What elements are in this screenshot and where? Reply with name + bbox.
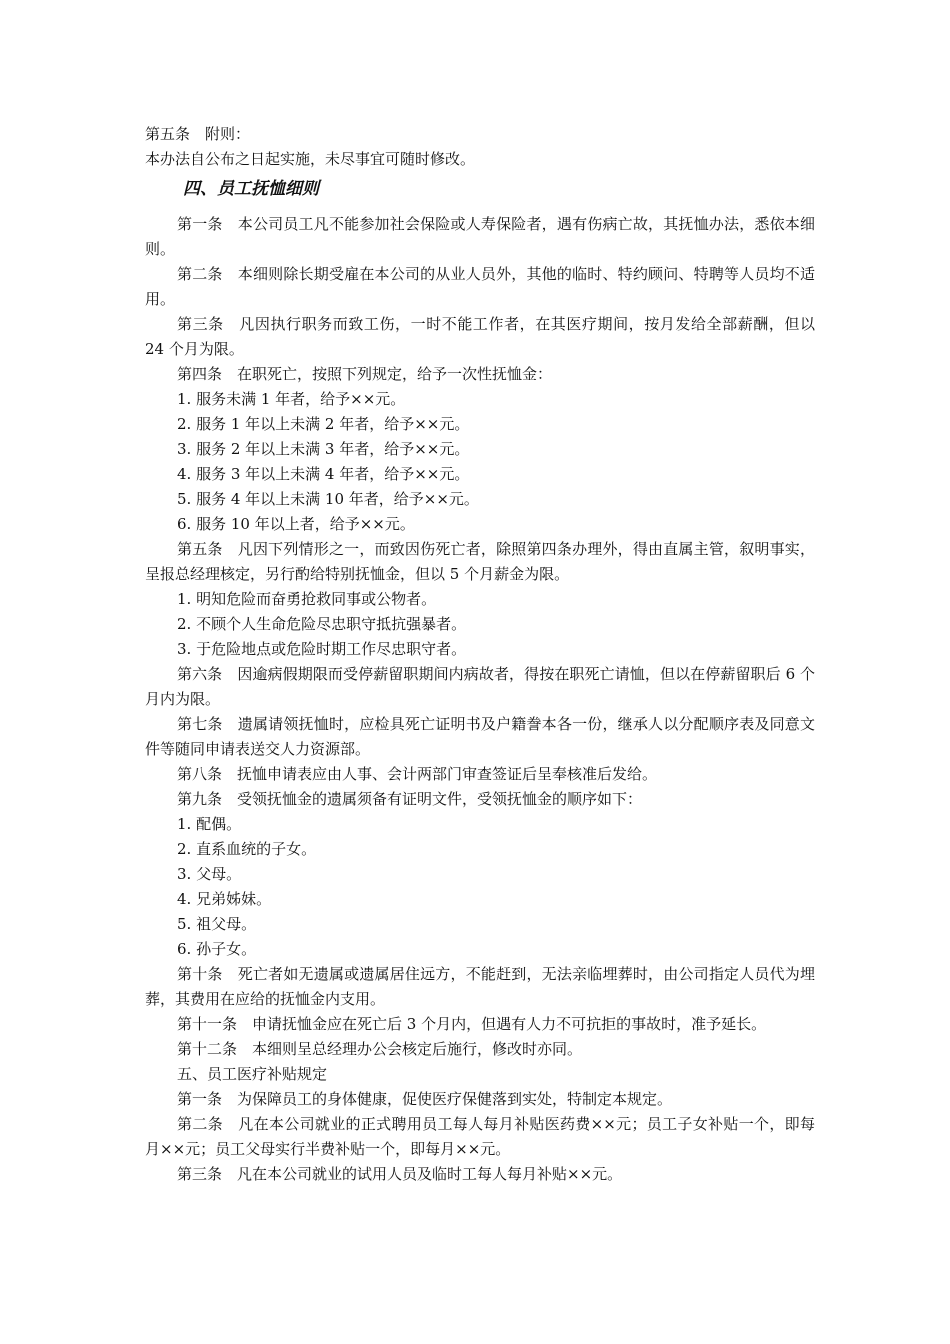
article-11: 第十一条 申请抚恤金应在死亡后 3 个月内，但遇有人力不可抗拒的事故时，准予延长。 [177, 1015, 767, 1033]
section-5-article-3: 第三条 凡在本公司就业的试用人员及临时工每人每月补贴××元。 [177, 1165, 623, 1183]
list-item: 2. 直系血统的子女。 [177, 840, 317, 858]
list-item: 3. 服务 2 年以上未满 3 年者，给予××元。 [177, 440, 470, 458]
article-4: 第四条 在职死亡，按照下列规定，给予一次性抚恤金： [177, 365, 553, 383]
list-item: 3. 于危险地点或危险时期工作尽忠职守者。 [177, 640, 467, 658]
section-5-title: 五、员工医疗补贴规定 [177, 1065, 328, 1083]
list-item: 4. 服务 3 年以上未满 4 年者，给予××元。 [177, 465, 470, 483]
list-item: 6. 孙子女。 [177, 940, 257, 958]
list-item: 5. 服务 4 年以上未满 10 年者，给予××元。 [177, 490, 479, 508]
article-8: 第八条 抚恤申请表应由人事、会计两部门审查签证后呈奉核准后发给。 [177, 765, 658, 783]
section-5-article-2: 第二条 凡在本公司就业的正式聘用员工每人每月补贴医药费××元；员工子女补贴一个，即每月××元；员工父母实行半费补贴一个，即每月××元。 [145, 1115, 815, 1158]
list-item: 5. 祖父母。 [177, 915, 257, 933]
list-item: 1. 明知危险而奋勇抢救同事或公物者。 [177, 590, 437, 608]
list-item: 1. 服务未满 1 年者，给予××元。 [177, 390, 406, 408]
list-item: 4. 兄弟姊妹。 [177, 890, 272, 908]
list-item: 3. 父母。 [177, 865, 242, 883]
document-body [145, 122, 815, 1187]
list-item: 6. 服务 10 年以上者，给予××元。 [177, 515, 415, 533]
article-3: 第三条 凡因执行职务而致工伤，一时不能工作者，在其医疗期间，按月发给全部薪酬，但以 24 个月为限。 [145, 315, 815, 358]
article-5: 第五条 凡因下列情形之一，而致因伤死亡者，除照第四条办理外，得由直属主管，叙明事实，呈报总经理核定，另行酌给特别抚恤金，但以 5 个月薪金为限。 [145, 540, 815, 583]
article-6: 第六条 因逾病假期限而受停薪留职期间内病故者，得按在职死亡请恤，但以在停薪留职后 6 个月内为限。 [145, 665, 815, 708]
article-5-appendix-title: 第五条 附则： [145, 125, 251, 143]
article-2: 第二条 本细则除长期受雇在本公司的从业人员外，其他的临时、特约顾问、特聘等人员均不适用。 [145, 265, 815, 308]
article-9: 第九条 受领抚恤金的遗属须备有证明文件，受领抚恤金的顺序如下： [177, 790, 643, 808]
article-1: 第一条 本公司员工凡不能参加社会保险或人寿保险者，遇有伤病亡故，其抚恤办法，悉依本细则。 [145, 215, 815, 258]
list-item: 1. 配偶。 [177, 815, 242, 833]
article-7: 第七条 遗属请领抚恤时，应检具死亡证明书及户籍誊本各一份，继承人以分配顺序表及同意文件等随同申请表送交人力资源部。 [145, 715, 815, 758]
article-10: 第十条 死亡者如无遗属或遗属居住远方，不能赶到，无法亲临埋葬时，由公司指定人员代为埋葬，其费用在应给的抚恤金内支用。 [145, 965, 815, 1008]
list-item: 2. 服务 1 年以上未满 2 年者，给予××元。 [177, 415, 470, 433]
section-5-article-1: 第一条 为保障员工的身体健康，促使医疗保健落到实处，特制定本规定。 [177, 1090, 673, 1108]
section-heading-condolence: 四、员工抚恤细则 [183, 179, 319, 199]
article-12: 第十二条 本细则呈总经理办公会核定后施行，修改时亦同。 [177, 1040, 583, 1058]
list-item: 2. 不顾个人生命危险尽忠职守抵抗强暴者。 [177, 615, 467, 633]
article-5-appendix-text: 本办法自公布之日起实施，未尽事宜可随时修改。 [145, 150, 476, 168]
